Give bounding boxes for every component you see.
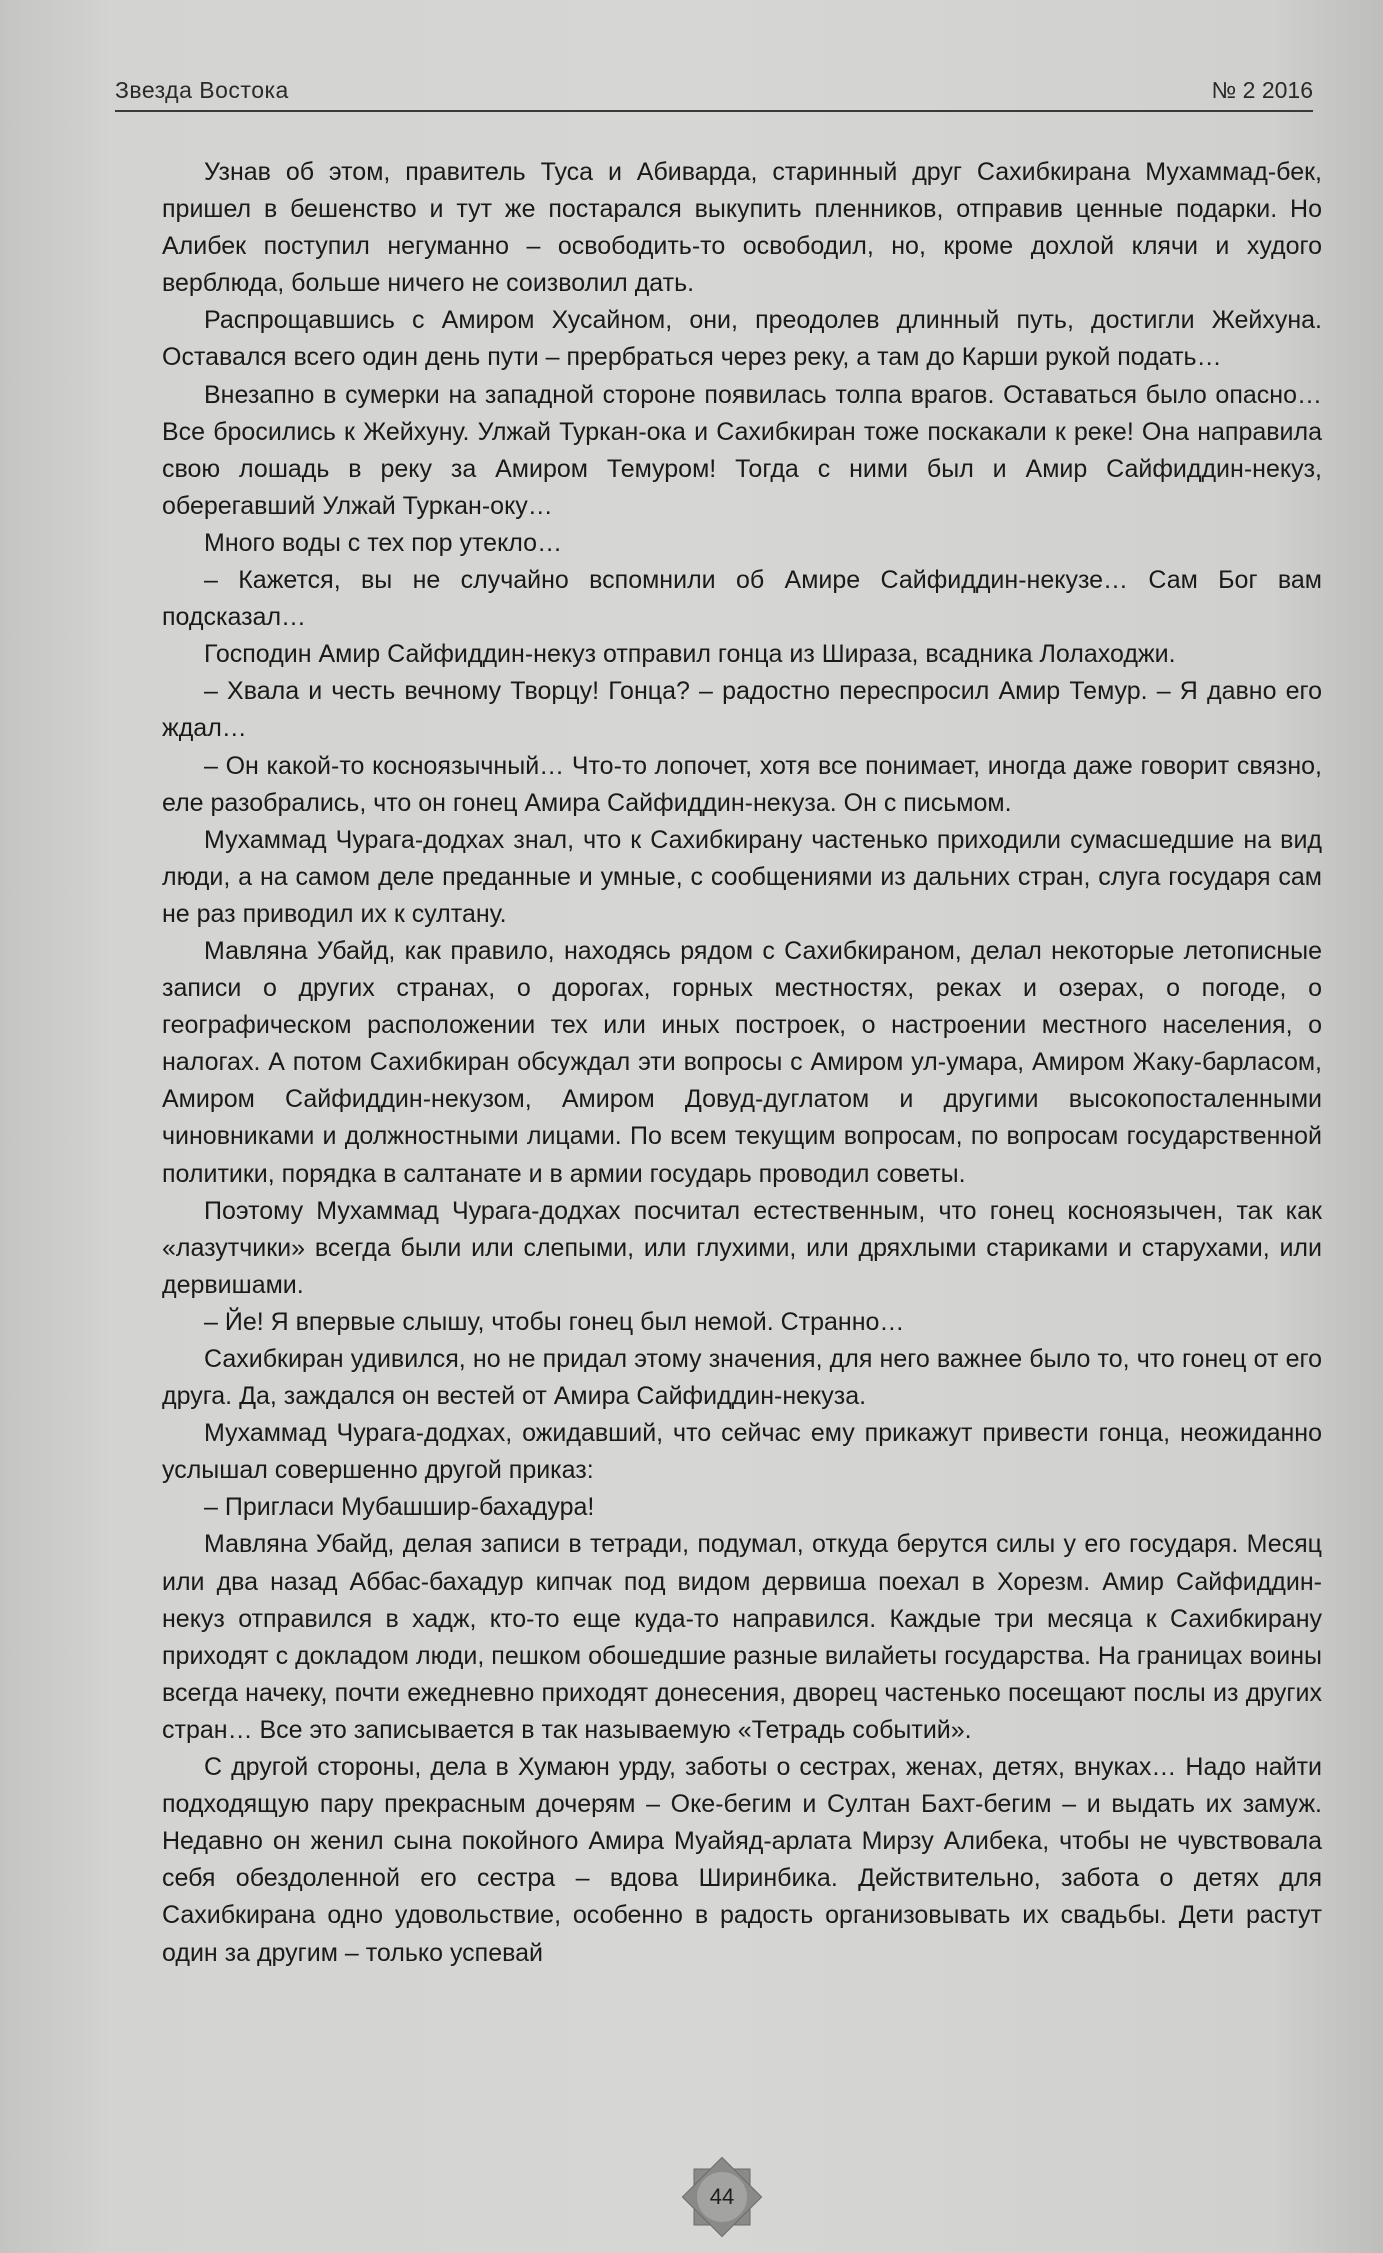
running-header	[115, 70, 1313, 112]
paragraph: – Пригласи Мубашшир-бахадура!	[204, 1493, 595, 1522]
paragraph: Много воды с тех пор утекло…	[204, 528, 563, 557]
page-footer	[0, 2155, 1383, 2245]
paragraph: – Он какой-то косноязычный… Что-то лопочет, хотя все понимает, иногда даже говорит связно, еле разобрались, что он гонец Амира Сайфиддин-некуза. Он с письмом.	[162, 751, 1322, 817]
page-number: 44	[709, 2184, 735, 2209]
paragraph: Мухаммад Чурага-додхах, ожидавший, что сейчас ему прикажут привести гонца, неожиданно услышал совершенно другой приказ:	[162, 1419, 1322, 1485]
paragraph: – Йе! Я впервые слышу, чтобы гонец был немой. Странно…	[204, 1307, 905, 1336]
paragraph: Мавляна Убайд, делая записи в тетради, подумал, откуда берутся силы у его государя. Месяц или два назад Аббас-бахадур кипчак под видом дервиша поехал в Хорезм. Амир Сайфиддин-некуз отправился в хадж, кто-то еще куда-то направился. Каждые три месяца к Сахибкирану приходят с докладом люди, пешком обошедшие разные вилайеты государства. На границах воины всегда начеку, почти ежедневно приходят донесения, дворец частенько посещают послы из других стран… Все это записывается в так называемую «Тетрадь событий».	[162, 1530, 1322, 1744]
paragraph: Мухаммад Чурага-додхах знал, что к Сахибкирану частенько приходили сумасшедшие на вид люди, а на самом деле преданные и умные, с сообщениями из дальних стран, слуга государя сам не раз приводил их к султану.	[162, 825, 1322, 928]
paragraph: Внезапно в сумерки на западной стороне появилась толпа врагов. Оставаться было опасно… Все бросились к Жейхуну. Улжай Туркан-ока и Сахибкиран тоже поскакали к реке! Она направила свою лошадь в реку за Амиром Темуром! Тогда с ними был и Амир Сайфиддин-некуз, оберегавший Улжай Туркан-оку…	[162, 380, 1322, 520]
journal-title: Звезда Востока	[115, 77, 289, 103]
paragraph: Мавляна Убайд, как правило, находясь рядом с Сахибкираном, делал некоторые летописные записи о других странах, о дорогах, горных местностях, реках и озерах, о погоде, о географическом расположении тех или иных построек, о настроении местного населения, о налогах. А потом Сахибкиран обсуждал эти вопросы с Амиром ул-умара, Амиром Жаку-барласом, Амиром Сайфиддин-некузом, Амиром Довуд-дуглатом и другими высокопосталенными чиновниками и должностными лицами. По всем текущим вопросам, по вопросам государственной политики, порядка в салтанате и в армии государь проводил советы.	[162, 936, 1322, 1188]
paragraph: – Кажется, вы не случайно вспомнили об Амире Сайфиддин-некузе… Сам Бог вам подсказал…	[162, 566, 1322, 632]
issue-number: № 2 2016	[1211, 77, 1313, 103]
page-number-badge	[680, 2155, 764, 2239]
article-body	[162, 154, 1322, 1972]
paragraph: Поэтому Мухаммад Чурага-додхах посчитал естественным, что гонец косноязычен, так как «лазутчики» всегда были или слепыми, или глухими, или дряхлыми стариками и старухами, или дервишами.	[162, 1196, 1322, 1299]
paragraph: Господин Амир Сайфиддин-некуз отправил гонца из Шираза, всадника Лолаходжи.	[204, 640, 1176, 669]
paragraph: С другой стороны, дела в Хумаюн урду, заботы о сестрах, женах, детях, внуках… Надо найти подходящую пару прекрасным дочерям – Оке-бегим и Султан Бахт-бегим – и выдать их замуж. Недавно он женил сына покойного Амира Муайяд-арлата Мирзу Алибека, чтобы не чувствовала себя обездоленной его сестра – вдова Ширинбика. Действительно, забота о детях для Сахибкирана одно удовольствие, особенно в радость организовывать их свадьбы. Дети растут один за другим – только успевай	[162, 1753, 1322, 1967]
paragraph: Узнав об этом, правитель Туса и Абиварда, старинный друг Сахибкирана Мухаммад-бек, пришел в бешенство и тут же постарался выкупить пленников, отправив ценные подарки. Но Алибек поступил негуманно – освободить-то освободил, но, кроме дохлой клячи и худого верблюда, больше ничего не соизволил дать.	[162, 158, 1322, 298]
paragraph: Распрощавшись с Амиром Хусайном, они, преодолев длинный путь, достигли Жейхуна. Оставался всего один день пути – прербраться через реку, а там до Карши рукой подать…	[162, 306, 1322, 372]
paragraph: Сахибкиран удивился, но не придал этому значения, для него важнее было то, что гонец от его друга. Да, заждался он вестей от Амира Сайфиддин-некуза.	[162, 1345, 1322, 1411]
paragraph: – Хвала и честь вечному Творцу! Гонца? – радостно переспросил Амир Темур. – Я давно его ждал…	[162, 677, 1322, 743]
